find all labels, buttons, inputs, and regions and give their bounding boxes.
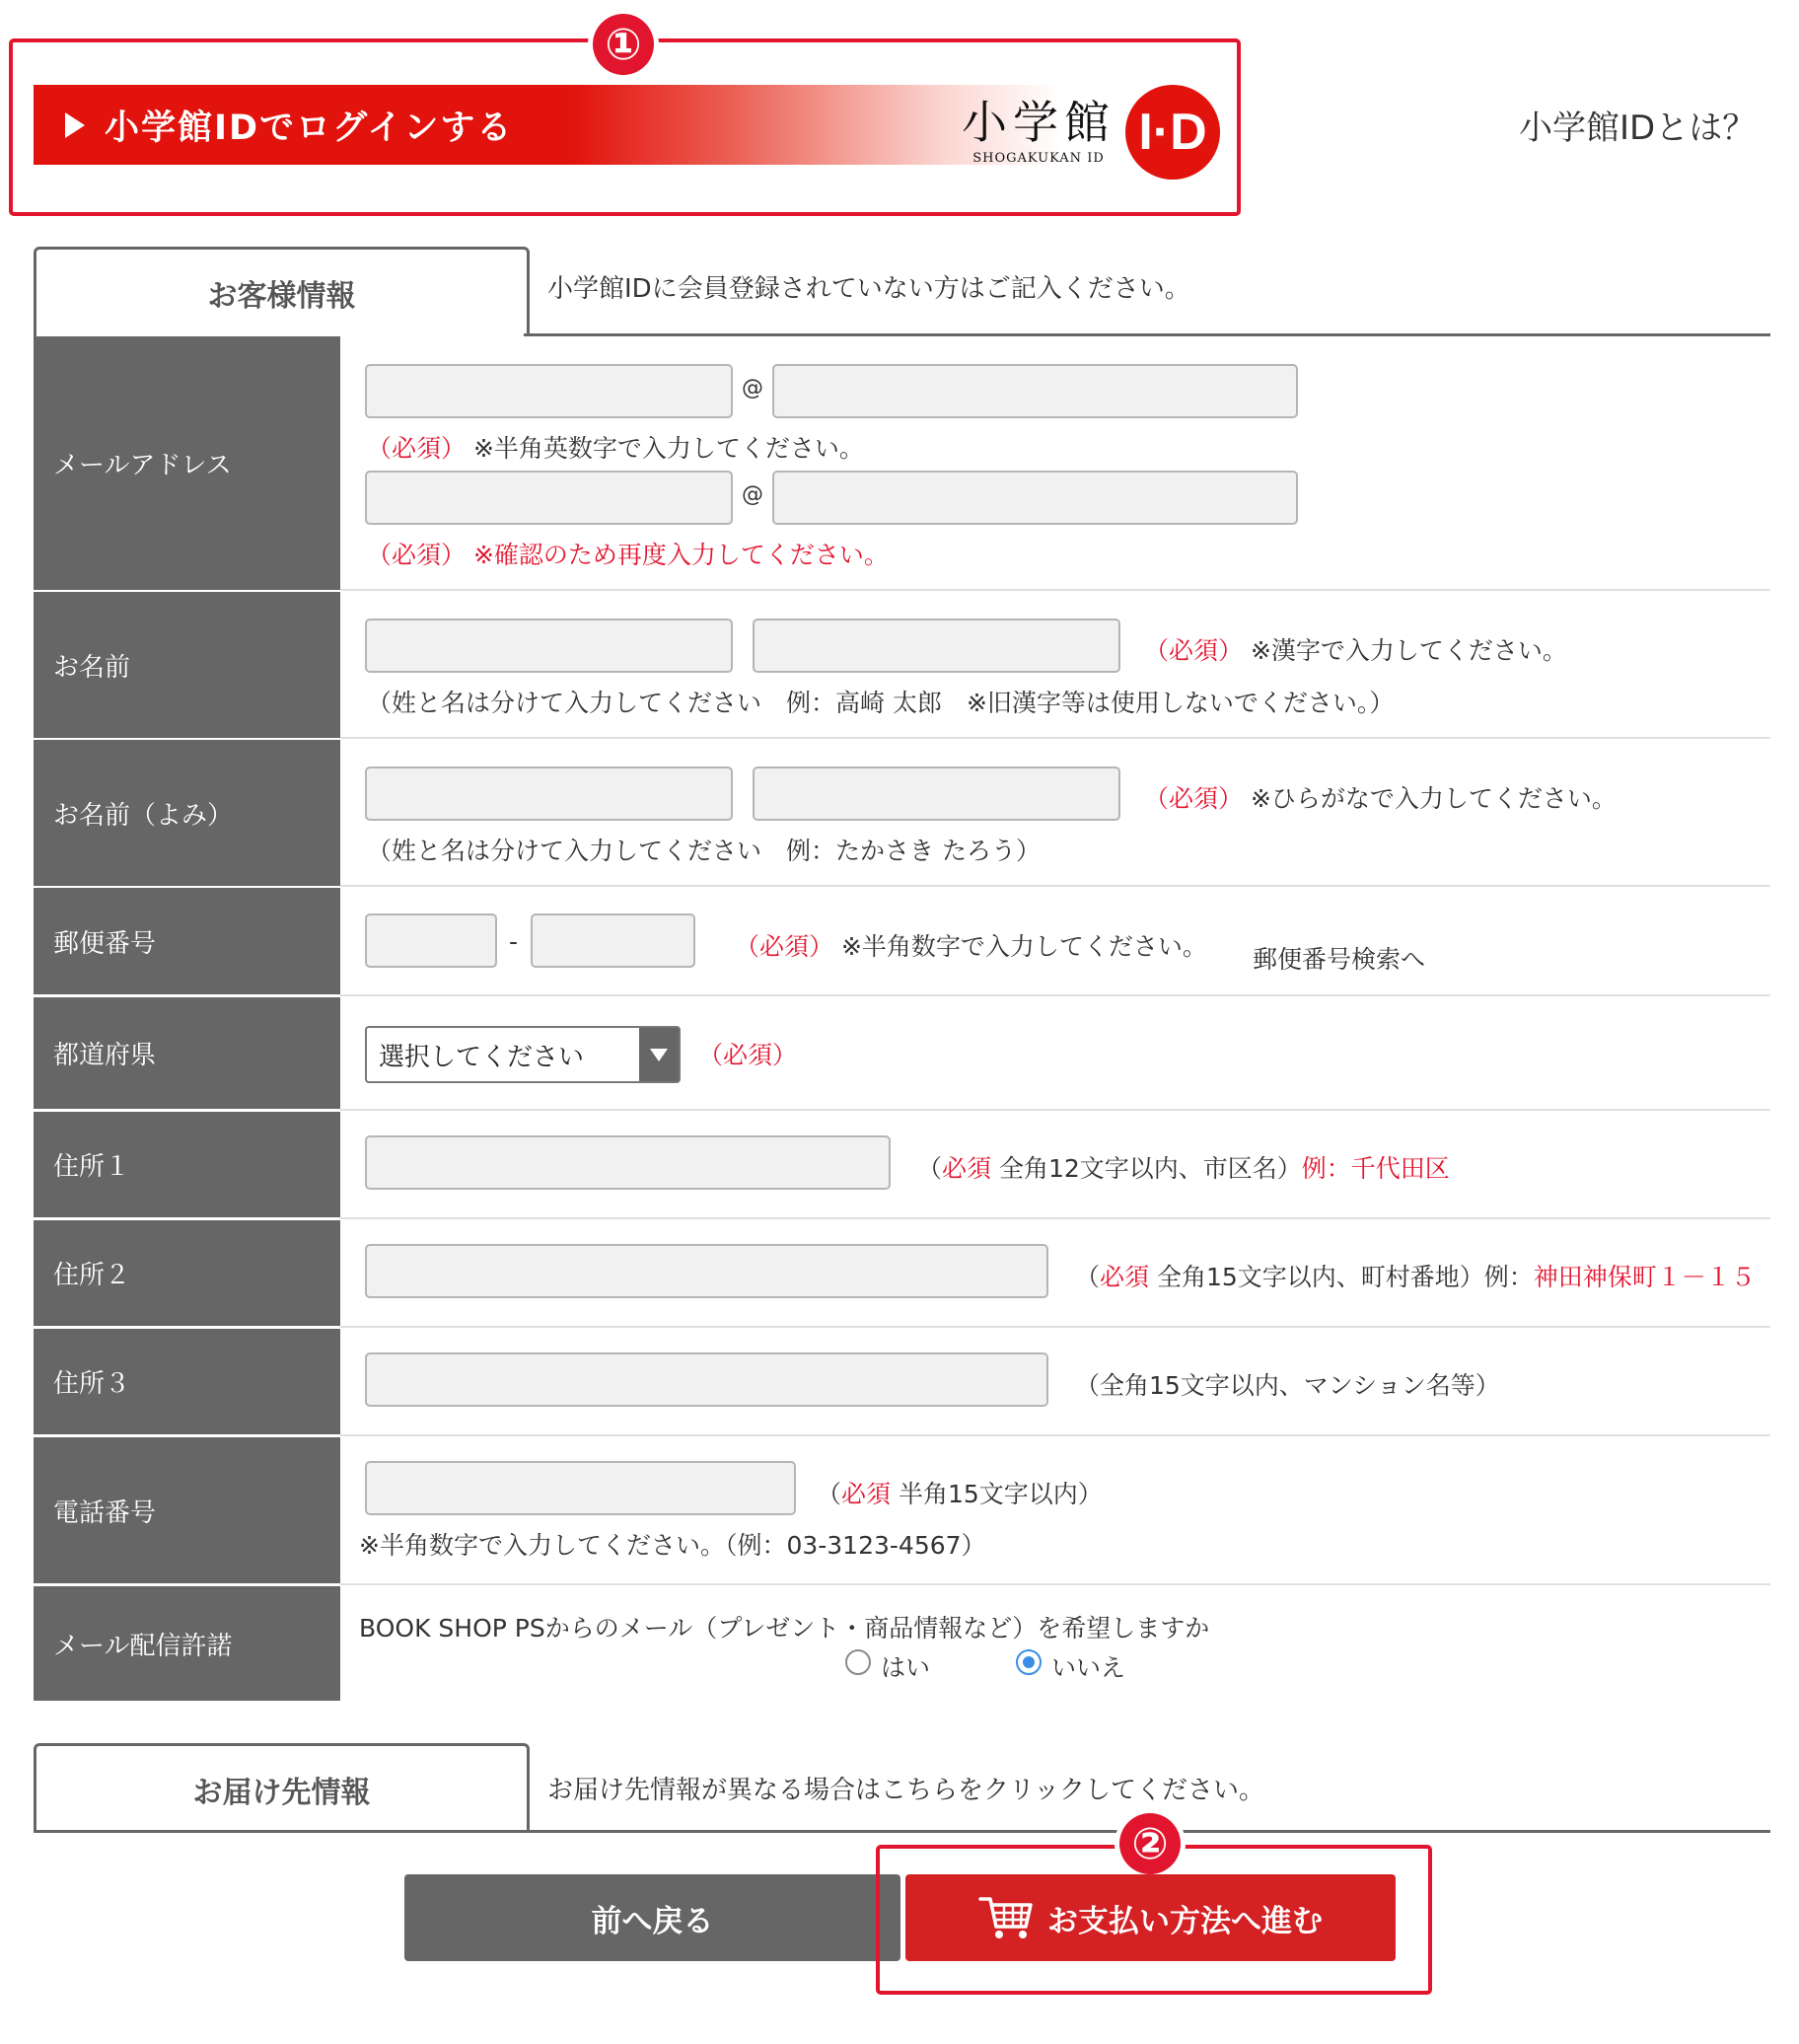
row-divider <box>340 1217 1770 1219</box>
postal-note: ※半角数字で入力してください。 <box>840 932 1207 961</box>
email-local-input[interactable] <box>365 364 733 418</box>
shogakukan-id-logo <box>962 85 1220 180</box>
label-prefecture: 都道府県 <box>34 997 340 1109</box>
cart-icon <box>978 1893 1034 1942</box>
required-mark: （必須） <box>1144 636 1244 665</box>
paren-open: （ <box>817 1480 842 1508</box>
required-mark: 必須 <box>841 1480 892 1508</box>
required-mark: 必須 <box>1100 1263 1150 1291</box>
row-divider <box>340 885 1770 887</box>
first-name-input[interactable] <box>753 619 1120 673</box>
address3-input[interactable] <box>365 1352 1048 1407</box>
id-logo-mark: I·D <box>1125 85 1220 180</box>
dropdown-arrow-icon <box>639 1028 679 1081</box>
row-divider <box>340 1326 1770 1328</box>
phone-input[interactable] <box>365 1461 796 1515</box>
mail-permission-question: BOOK SHOP PSからのメール（プレゼント・商品情報など）を希望しますか <box>359 1614 1210 1642</box>
section-divider <box>524 333 1770 336</box>
first-name-kana-input[interactable] <box>753 766 1120 821</box>
at-symbol: @ <box>742 376 763 401</box>
required-mark: （必須） <box>735 932 834 961</box>
tab-customer-info: お客様情報 <box>34 247 530 336</box>
at-symbol: @ <box>742 482 763 507</box>
email-hint-1 <box>367 429 864 465</box>
label-address1: 住所１ <box>34 1112 340 1217</box>
callout-number-1: ① <box>593 14 654 75</box>
delivery-info-description[interactable]: お届け先情報が異なる場合はこちらをクリックしてください。 <box>547 1776 1264 1805</box>
last-name-input[interactable] <box>365 619 733 673</box>
required-mark: （必須） <box>367 541 467 569</box>
name-kana-example: （姓と名は分けて入力してください 例：たかさき たろう） <box>367 837 1041 865</box>
label-address3: 住所３ <box>34 1329 340 1434</box>
address3-note: （全角15文字以内、マンション名等） <box>1075 1371 1500 1400</box>
proceed-to-payment-button[interactable] <box>905 1874 1396 1961</box>
prefecture-select[interactable] <box>365 1026 681 1083</box>
required-mark: 必須 <box>942 1154 992 1183</box>
row-divider <box>340 737 1770 739</box>
email-confirm-domain-input[interactable] <box>772 471 1298 525</box>
phone-note: 半角15文字以内） <box>891 1480 1103 1508</box>
name-kana-hint <box>1144 779 1617 815</box>
tab-delivery-info[interactable]: お届け先情報 <box>34 1743 530 1833</box>
phone-example: ※半角数字で入力してください。（例：03-3123-4567） <box>359 1531 986 1560</box>
label-mail-permission: メール配信許諾 <box>34 1586 340 1701</box>
last-name-kana-input[interactable] <box>365 766 733 821</box>
address1-input[interactable] <box>365 1135 891 1190</box>
label-phone: 電話番号 <box>34 1437 340 1583</box>
login-button-label: 小学館IDでログインする <box>105 108 514 148</box>
logo-text: 小学館 <box>962 95 1115 149</box>
row-divider <box>340 1583 1770 1585</box>
address2-input[interactable] <box>365 1244 1048 1298</box>
email-note: ※半角英数字で入力してください。 <box>472 434 864 463</box>
postal-hint <box>735 927 1207 963</box>
row-divider <box>340 1109 1770 1111</box>
proceed-to-payment-label: お支払い方法へ進む <box>1047 1903 1323 1939</box>
play-arrow-icon <box>65 112 85 138</box>
radio-yes-label[interactable]: はい <box>881 1653 931 1682</box>
paren-open: （ <box>917 1154 943 1183</box>
address2-example: 神田神保町１－１５ <box>1533 1263 1756 1291</box>
email-confirm-note: ※確認のため再度入力してください。 <box>472 541 889 569</box>
radio-no[interactable] <box>1016 1649 1042 1675</box>
postal-search-link[interactable]: 郵便番号検索へ <box>1253 945 1426 974</box>
callout-number-2: ② <box>1119 1813 1181 1874</box>
address2-hint <box>1075 1258 1756 1293</box>
address2-note: 全角15文字以内、町村番地）例： <box>1149 1263 1534 1291</box>
phone-hint <box>817 1475 1103 1510</box>
name-hint <box>1144 631 1567 667</box>
back-button[interactable]: 前へ戻る <box>404 1874 900 1961</box>
row-divider <box>340 589 1770 591</box>
address1-example: 例：千代田区 <box>1301 1154 1450 1183</box>
postal-dash: - <box>509 927 519 956</box>
prefecture-selected-value: 選択してください <box>379 1042 585 1072</box>
required-mark: （必須） <box>1144 784 1244 813</box>
required-mark: （必須） <box>698 1041 798 1069</box>
address1-hint <box>917 1149 1450 1185</box>
postal-code-second-input[interactable] <box>531 913 695 968</box>
postal-code-first-input[interactable] <box>365 913 497 968</box>
what-is-shogakukan-id-link[interactable]: 小学館IDとは？ <box>1519 109 1757 148</box>
name-kana-note: ※ひらがなで入力してください。 <box>1250 784 1617 813</box>
radio-yes[interactable] <box>845 1649 871 1675</box>
email-confirm-local-input[interactable] <box>365 471 733 525</box>
logo-subtext: SHOGAKUKAN ID <box>972 150 1105 166</box>
customer-info-description: 小学館IDに会員登録されていない方はご記入ください。 <box>547 274 1190 304</box>
paren-open: （ <box>1075 1263 1101 1291</box>
email-hint-2 <box>367 536 889 571</box>
email-domain-input[interactable] <box>772 364 1298 418</box>
label-name-kana: お名前（よみ） <box>34 740 340 886</box>
required-mark: （必須） <box>367 434 467 463</box>
name-note: ※漢字で入力してください。 <box>1250 636 1567 665</box>
label-email: メールアドレス <box>34 336 340 590</box>
name-example: （姓と名は分けて入力してください 例：高崎 太郎 ※旧漢字等は使用しないでください。） <box>367 689 1395 717</box>
address1-note: 全角12文字以内、市区名） <box>991 1154 1302 1183</box>
section-divider <box>34 1830 1770 1833</box>
label-postal-code: 郵便番号 <box>34 888 340 994</box>
row-divider <box>340 1434 1770 1436</box>
row-divider <box>340 994 1770 996</box>
label-name: お名前 <box>34 592 340 738</box>
label-address2: 住所２ <box>34 1220 340 1326</box>
radio-no-label[interactable]: いいえ <box>1051 1653 1126 1682</box>
